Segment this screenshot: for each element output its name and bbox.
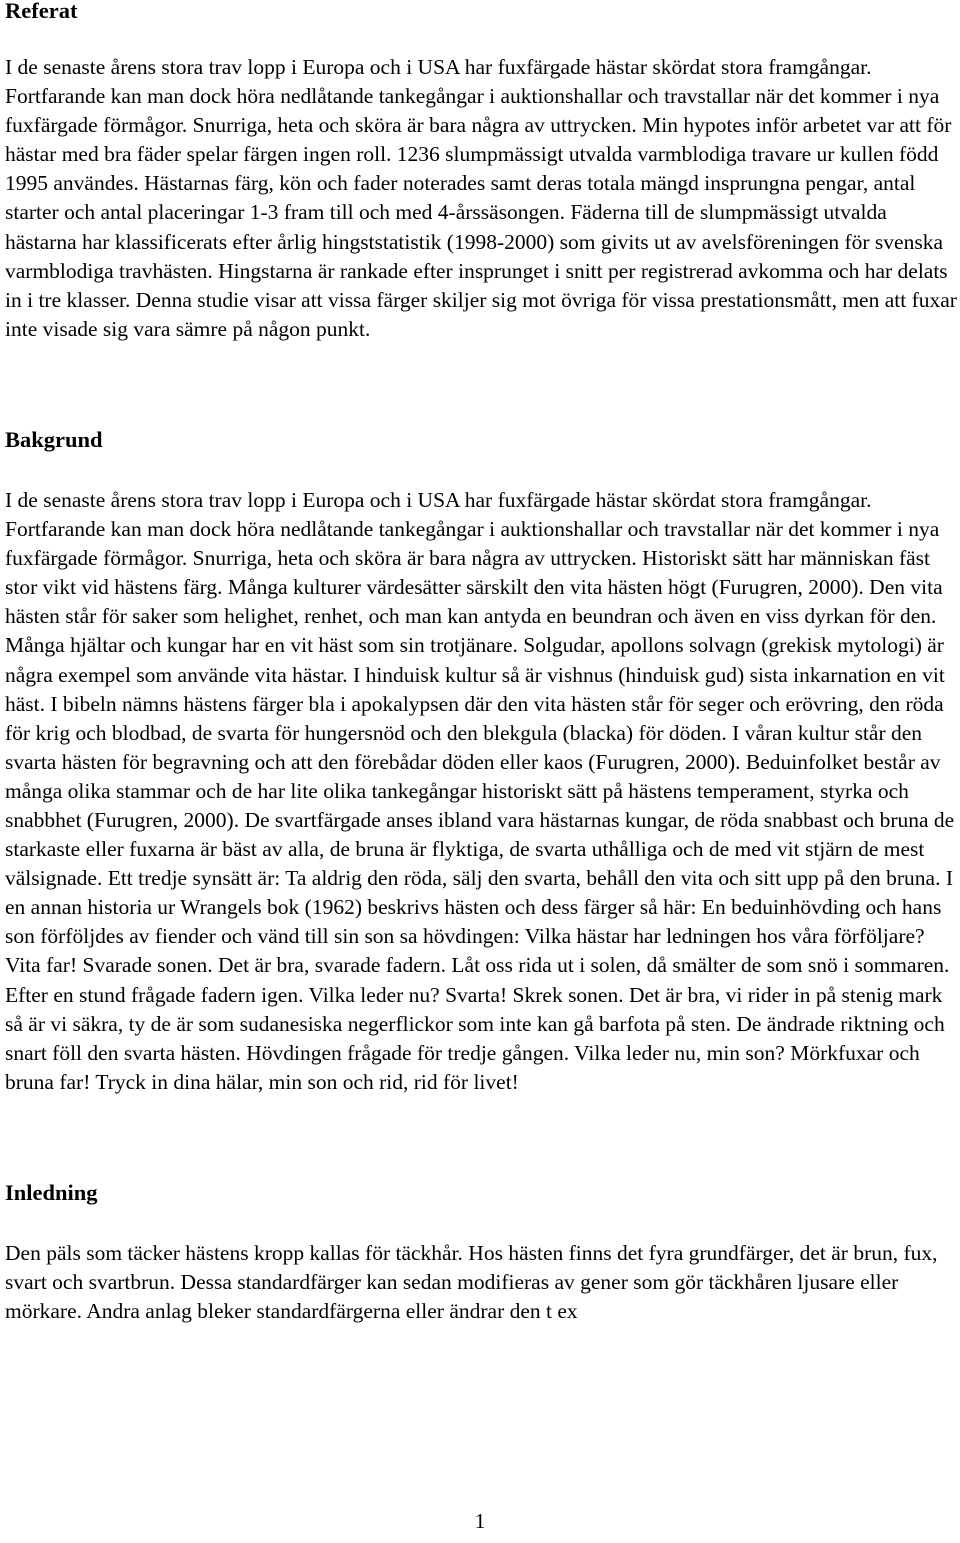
section-body-referat: I de senaste årens stora trav lopp i Europa och i USA har fuxfärgade hästar skördat stora framgångar. Fortfarande kan man dock höra nedlåtande tankegångar i auktionshallar och travstallar när det kommer i nya fuxfärgade förmågor. Snurriga, heta och sköra är bara några av uttrycken. Min hypotes inför arbetet var att för hästar med bra fäder spelar färgen ingen roll. 1236 slumpmässigt utvalda varmblodiga travare ur kullen född 1995 användes. Hästarnas färg, kön och fader noterades samt deras totala mängd insprungna pengar, antal starter och antal placeringar 1-3 fram till och med 4-årssäsongen. Fäderna till de slumpmässigt utvalda hästarna har klassificerats efter årlig hingststatistik (1998-2000) som givits ut av avelsföreningen för svenska varmblodiga travhästen. Hingstarna är rankade efter insprunget i snitt per registrerad avkomma och har delats in i tre klasser. Denna studie visar att vissa färger skiljer sig mot övriga för vissa prestationsmått, men att fuxar inte visade sig vara sämre på någon punkt.	[5, 55, 957, 341]
page-number: 1	[474, 1509, 486, 1533]
section-body-inledning: Den päls som täcker hästens kropp kallas för täckhår. Hos hästen finns det fyra grundfärger, det är brun, fux, svart och svartbrun. Dessa standardfärger kan sedan modifieras av gener som gör täckhåren ljusare eller mörkare. Andra anlag bleker standardfärgerna eller ändrar den t ex	[5, 1240, 938, 1324]
section-heading-inledning: Inledning	[5, 1179, 98, 1205]
section-heading-bakgrund: Bakgrund	[5, 426, 103, 452]
section-body-bakgrund: I de senaste årens stora trav lopp i Europa och i USA har fuxfärgade hästar skördat stora framgångar. Fortfarande kan man dock höra nedlåtande tankegångar i auktionshallar och travstallar när det kommer i nya fuxfärgade förmågor. Snurriga, heta och sköra är bara några av uttrycken. Historiskt sätt har människan fäst stor vikt vid hästens färg. Många kulturer värdesätter särskilt den vita hästen högt (Furugren, 2000). Den vita hästen står för saker som helighet, renhet, och man kan antyda en beundran och även en viss dyrkan för den. Många hjältar och kungar har en vit häst som sin trotjänare. Solgudar, apollons solvagn (grekisk mytologi) är några exempel som använde vita hästar. I hinduisk kultur så är vishnus (hinduisk gud) sista inkarnation en vit häst. I bibeln nämns hästens färger bla i apokalypsen där den vita hästen står för seger och erövring, den röda för krig och blodbad, de svarta för hungersnöd och den blekgula (blacka) för döden. I våran kultur står den svarta hästen för begravning och att den förebådar döden eller kaos (Furugren, 2000). Beduinfolket består av många olika stammar och de har lite olika tankegångar historiskt sätt på hästens temperament, styrka och snabbhet (Furugren, 2000). De svartfärgade anses ibland vara hästarnas kungar, de röda snabbast och bruna de starkaste eller fuxarna är bäst av alla, de bruna är flyktiga, de svarta uthålliga och de med vit stjärn de mest välsignade. Ett tredje synsätt är: Ta aldrig den röda, sälj den svarta, behåll den vita och sitt upp på den bruna. I en annan historia ur Wrangels bok (1962) beskrivs hästen och dess färger så här: En beduinhövding och hans son förföljdes av fiender och vänd till sin son sa hövdingen: Vilka hästar har ledningen hos våra förföljare? Vita far! Svarade sonen. Det är bra, svarade fadern. Låt oss rida ut i solen, då smälter de som snö i sommaren. Efter en stund frågade fadern igen. Vilka leder nu? Svarta! Skrek sonen. Det är bra, vi rider in på stenig mark så är vi säkra, ty de är som sudanesiska negerflickor som inte kan gå barfota på sten. De ändrade riktning och snart föll den svarta hästen. Hövdingen frågade för tredje gången. Vilka leder nu, min son? Mörkfuxar och bruna far! Tryck in dina hälar, min son och rid, rid för livet!	[5, 487, 955, 1094]
document-page	[5, 0, 958, 1326]
section-heading-referat: Referat	[5, 0, 78, 23]
